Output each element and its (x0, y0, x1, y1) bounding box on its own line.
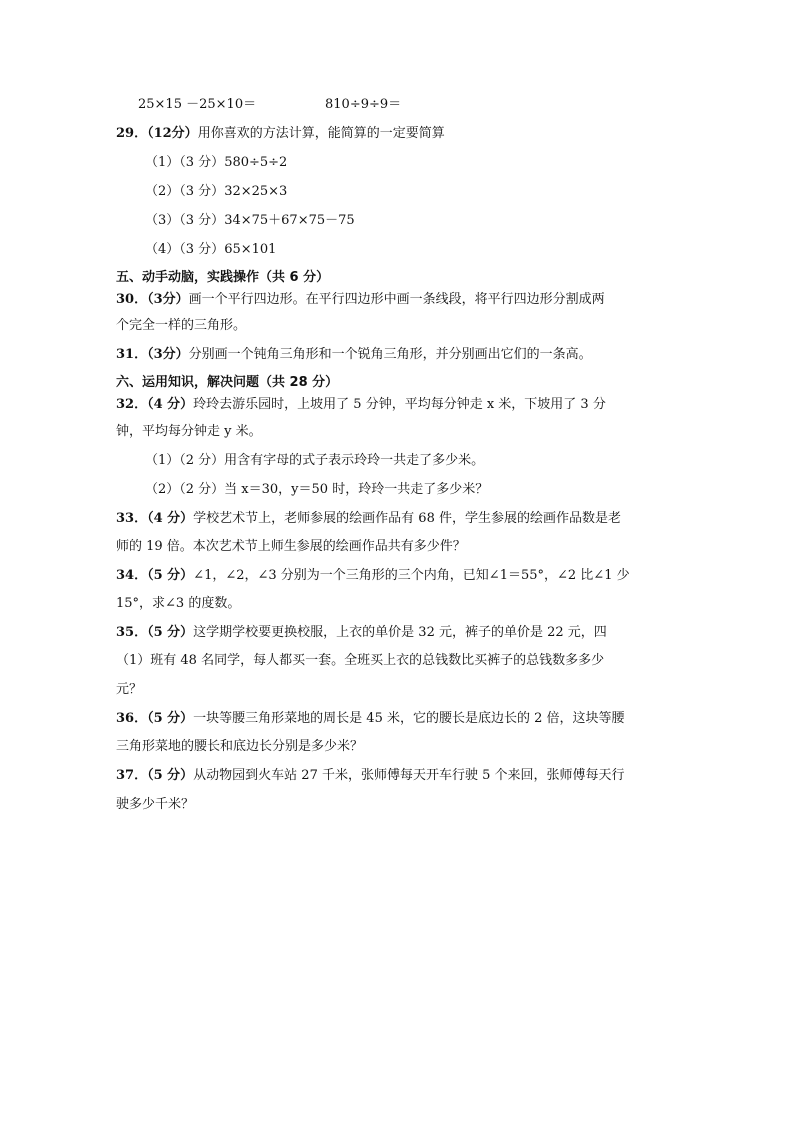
question-36 (116, 711, 625, 727)
sub-question-32-2: （2）（2 分）当 x＝30，y＝50 时，玲玲一共走了多少米？ (145, 482, 489, 497)
question-score: （5 分） (147, 568, 194, 583)
expression-1: 25×15 －25×10＝ (138, 97, 257, 112)
question-32 (116, 397, 606, 413)
question-31 (116, 347, 592, 363)
question-score: （5 分） (147, 625, 194, 640)
question-text: 用你喜欢的方法计算，能简算的一定要简算 (197, 126, 445, 141)
question-number: 33． (116, 511, 148, 526)
question-35-cont2: 元？ (116, 682, 143, 697)
question-29 (116, 126, 445, 142)
question-number: 37． (116, 768, 148, 783)
question-text: 学校艺术节上，老师参展的绘画作品有 68 件，学生参展的绘画作品数是老 (193, 511, 621, 526)
sub-expression: 65×101 (224, 242, 277, 257)
sub-label: （1）（3 分） (145, 155, 225, 170)
question-text: 分别画一个钝角三角形和一个锐角三角形，并分别画出它们的一条高。 (188, 347, 592, 362)
question-35-cont: （1）班有 48 名同学，每人都买一套。全班买上衣的总钱数比买裤子的总钱数多多少 (116, 653, 605, 668)
question-32-cont: 钟，平均每分钟走 y 米。 (116, 424, 262, 439)
sub-question-29-1 (145, 155, 287, 171)
section-6-heading: 六、运用知识，解决问题（共 28 分） (116, 375, 339, 390)
question-number: 34． (116, 568, 148, 583)
question-text: 从动物园到火车站 27 千米，张师傅每天开车行驶 5 个来回，张师傅每天行 (193, 768, 625, 783)
question-text: 一块等腰三角形菜地的周长是 45 米，它的腰长是底边长的 2 倍，这块等腰 (193, 711, 625, 726)
question-30-cont: 个完全一样的三角形。 (116, 318, 247, 333)
sub-question-29-2 (145, 184, 287, 200)
question-37 (116, 768, 625, 784)
question-number: 32． (116, 397, 148, 412)
question-33-cont: 师的 19 倍。本次艺术节上师生参展的绘画作品共有多少件？ (116, 539, 466, 554)
sub-question-29-3 (145, 213, 355, 229)
sub-question-32-1: （1）（2 分）用含有字母的式子表示玲玲一共走了多少米。 (145, 453, 485, 468)
question-30 (116, 292, 605, 308)
question-35 (116, 625, 607, 641)
question-33 (116, 511, 621, 527)
sub-expression: 34×75＋67×75－75 (224, 213, 355, 228)
question-text: ∠1，∠2，∠3 分别为一个三角形的三个内角，已知∠1＝55°，∠2 比∠1 少 (193, 568, 630, 583)
question-37-cont: 驶多少千米？ (116, 797, 195, 812)
sub-expression: 32×25×3 (224, 184, 288, 199)
question-text: 玲玲去游乐园时，上坡用了 5 分钟，平均每分钟走 x 米，下坡用了 3 分 (193, 397, 606, 412)
question-score: （4 分） (147, 511, 194, 526)
top-expressions (0, 97, 794, 113)
sub-question-29-4 (145, 242, 276, 258)
sub-expression: 580÷5÷2 (224, 155, 288, 170)
expression-2: 810÷9÷9＝ (325, 97, 402, 112)
question-score: （12分） (147, 126, 198, 141)
sub-label: （4）（3 分） (145, 242, 225, 257)
sub-label: （2）（3 分） (145, 184, 225, 199)
question-number: 30． (116, 292, 148, 307)
question-score: （5 分） (147, 768, 194, 783)
question-34-cont: 15°，求∠3 的度数。 (116, 596, 241, 611)
sub-label: （3）（3 分） (145, 213, 225, 228)
section-5-heading: 五、动手动脑，实践操作（共 6 分） (116, 270, 330, 285)
question-score: （3分） (147, 347, 189, 362)
question-36-cont: 三角形菜地的腰长和底边长分别是多少米？ (116, 739, 364, 754)
question-text: 画一个平行四边形。在平行四边形中画一条线段，将平行四边形分割成两 (188, 292, 605, 307)
question-number: 29． (116, 126, 148, 141)
question-34 (116, 568, 630, 584)
question-text: 这学期学校要更换校服，上衣的单价是 32 元，裤子的单价是 22 元，四 (193, 625, 607, 640)
question-score: （4 分） (147, 397, 194, 412)
question-number: 36． (116, 711, 148, 726)
question-score: （5 分） (147, 711, 194, 726)
question-score: （3分） (147, 292, 189, 307)
question-number: 31． (116, 347, 148, 362)
question-number: 35． (116, 625, 148, 640)
